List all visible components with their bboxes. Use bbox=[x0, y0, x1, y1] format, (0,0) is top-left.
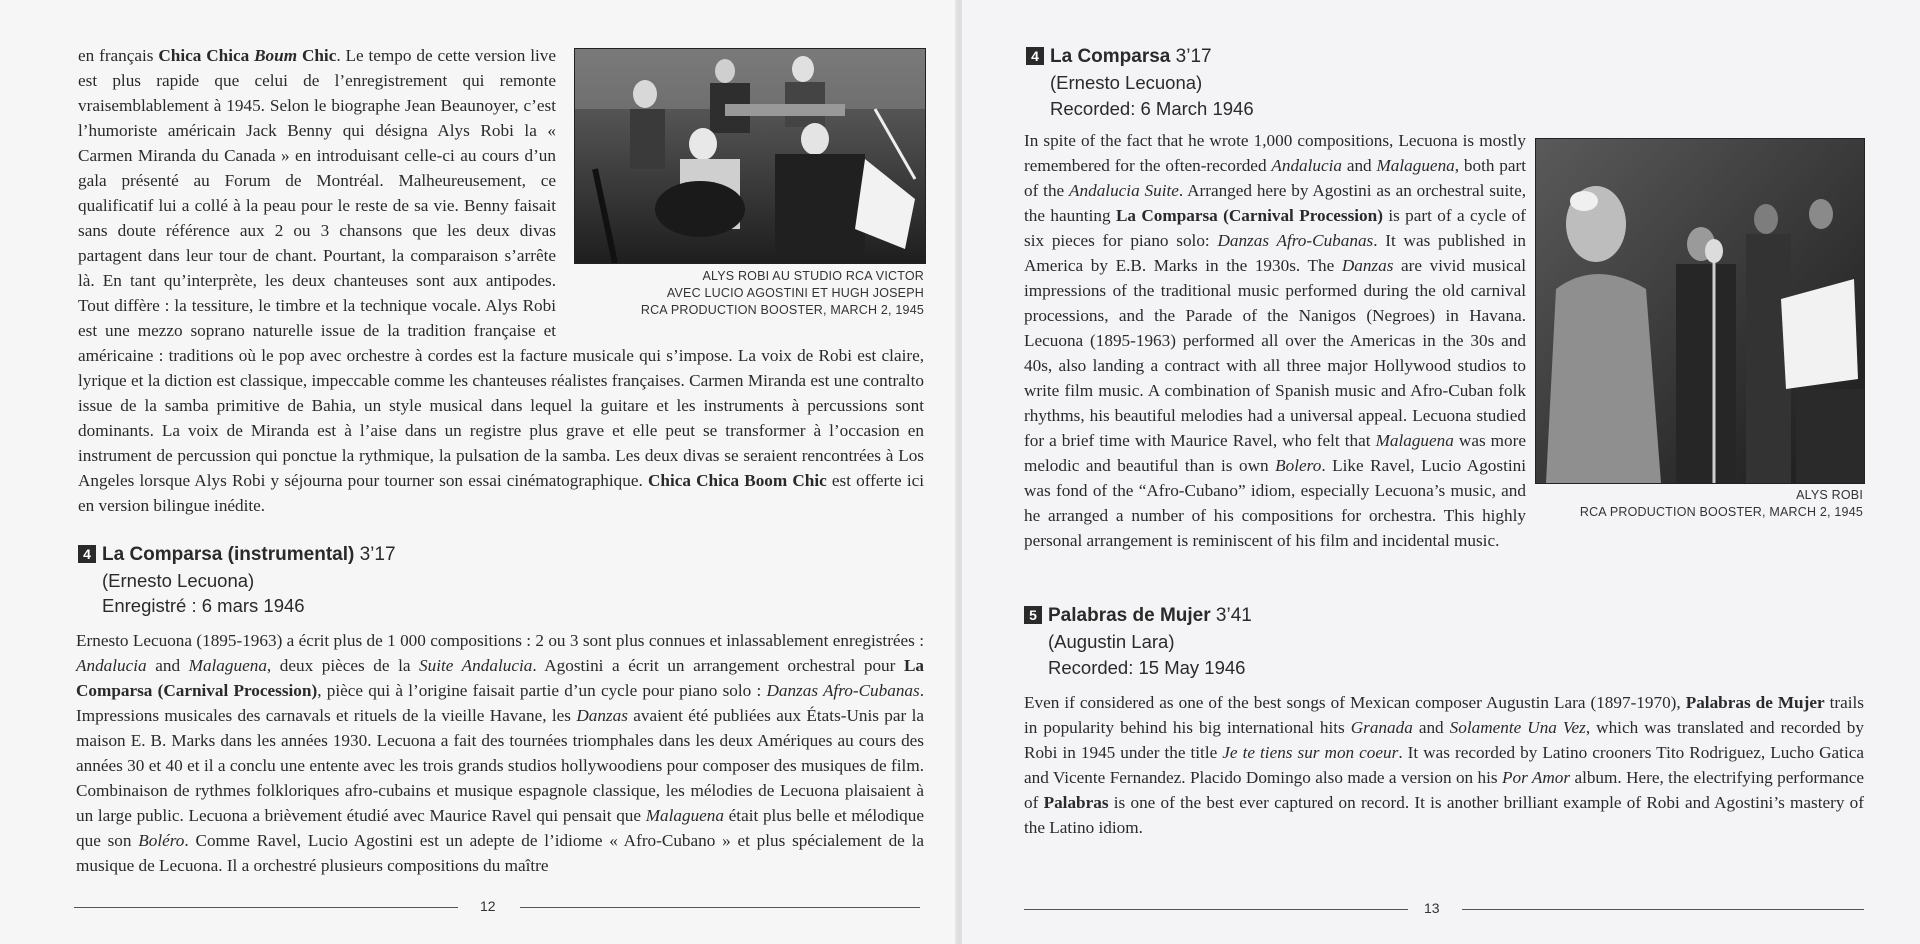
page-number: 13 bbox=[1424, 900, 1440, 916]
text-run: Chic bbox=[297, 46, 337, 65]
text-run: Malaguena bbox=[645, 806, 724, 825]
text-run: en français bbox=[78, 46, 159, 65]
text-run: Suite Andalucia bbox=[419, 656, 533, 675]
text-run: , pièce qui à l’origine faisait partie d’un cycle pour piano solo : bbox=[317, 681, 767, 700]
text-run: Por Amor bbox=[1501, 768, 1571, 787]
alys-robi-photo-image bbox=[1536, 139, 1864, 483]
caption-line: RCA PRODUCTION BOOSTER, MARCH 2, 1945 bbox=[1579, 505, 1863, 519]
text-run: Danzas bbox=[576, 706, 628, 725]
text-run: Danzas Afro-Cubanas bbox=[1217, 231, 1374, 250]
text-run: . It was recorded by Latino crooners Tito Rodriguez, Lucho Gatica and Vicente Fernandez. Placido Domingo also made a version on his bbox=[1024, 743, 1864, 787]
track-4-heading bbox=[78, 542, 396, 568]
text-run: Danzas bbox=[1341, 256, 1394, 275]
page-number: 12 bbox=[480, 898, 496, 914]
track-number-badge: 5 bbox=[1024, 606, 1042, 624]
text-run: Boléro bbox=[138, 831, 185, 850]
track-composer: (Ernesto Lecuona) bbox=[102, 570, 255, 591]
text-run: . Agostini a écrit un arrangement orchestral pour bbox=[532, 656, 904, 675]
track-title: La Comparsa (instrumental) bbox=[102, 544, 355, 565]
text-run: are vivid musical impressions of the traditional music performed during the old carnival processions, and the Parade of the Nanigos (Negroes) in Havana. Lecuona (1895-1963) performed all over the Americas in the 30s and 40s, also landing a contract with all three major Hollywood studios to write film music. A combination of Spanish music and Afro-Cuban folk rhythms, his beautiful melodies had a universal appeal. Lecuona studied for a brief time with Maurice Ravel, who felt that bbox=[1024, 256, 1526, 450]
left-page bbox=[0, 0, 958, 944]
text-run: est offerte ici en version bilingue inédite. bbox=[78, 471, 925, 515]
footer-rule bbox=[1024, 909, 1408, 910]
track-title: Palabras de Mujer bbox=[1048, 605, 1211, 626]
caption-line: RCA PRODUCTION BOOSTER, MARCH 2, 1945 bbox=[640, 303, 924, 317]
track-recorded-date: Enregistré : 6 mars 1946 bbox=[102, 595, 305, 616]
text-run: Andalucia bbox=[76, 656, 147, 675]
caption-line: AVEC LUCIO AGOSTINI ET HUGH JOSEPH bbox=[666, 286, 924, 300]
track-number-badge: 4 bbox=[78, 545, 96, 563]
text-run: was more melodic and beautiful than is own bbox=[1024, 431, 1526, 475]
text-run: Malaguena bbox=[188, 656, 267, 675]
text-run: Je te tiens sur mon coeur bbox=[1222, 743, 1399, 762]
text-run: Bolero bbox=[1275, 456, 1322, 475]
caption-line: ALYS ROBI AU STUDIO RCA VICTOR bbox=[702, 269, 924, 283]
text-run: Chica Chica Boom Chic bbox=[647, 471, 827, 490]
text-run: , which was translated and recorded by Robi in 1945 under the title bbox=[1024, 718, 1864, 762]
text-run: and bbox=[146, 656, 189, 675]
track-5-heading bbox=[1024, 603, 1252, 629]
right-page bbox=[962, 0, 1920, 944]
text-run: Solamente Una Vez bbox=[1449, 718, 1586, 737]
text-run: and bbox=[1342, 156, 1377, 175]
text-run: La Comparsa (Carnival Procession) bbox=[76, 656, 925, 700]
text-run: Danzas Afro-Cubanas bbox=[766, 681, 920, 700]
text-run: Palabras de Mujer bbox=[1685, 693, 1825, 712]
text-run: Even if considered as one of the best songs of Mexican composer Augustin Lara (1897-1970), bbox=[1024, 693, 1686, 712]
text-run: In spite of the fact that he wrote 1,000 compositions, Lecuona is mostly remembered for the often-recorded bbox=[1024, 131, 1526, 175]
text-run: Granada bbox=[1350, 718, 1413, 737]
text-run: . Like Ravel, Lucio Agostini was fond of the “Afro-Cubano” idiom, especially Lecuona’s music, and he arranged a number of his compositions for orchestra. This highly personal arrangement is reminiscent of his film and incidental music. bbox=[1024, 456, 1526, 550]
text-run: is part of a cycle of six pieces for piano solo: bbox=[1024, 206, 1526, 250]
text-run: Ernesto Lecuona (1895-1963) a écrit plus de 1 000 compositions : 2 ou 3 sont plus connues et inlassablement enregistrées : bbox=[76, 631, 924, 650]
article-paragraph bbox=[76, 628, 924, 878]
track-recorded-date: Recorded: 6 March 1946 bbox=[1050, 98, 1254, 119]
text-run: Chica Chica bbox=[158, 46, 255, 65]
text-run: Palabras bbox=[1043, 793, 1109, 812]
article-paragraph bbox=[1024, 128, 1526, 553]
track-composer: (Ernesto Lecuona) bbox=[1050, 72, 1203, 93]
track-title: La Comparsa bbox=[1050, 46, 1171, 67]
text-run: Malaguena bbox=[1375, 431, 1454, 450]
text-run: . Le tempo de cette version live est plus rapide que celui de l’enregistrement qui remonte vraisemblablement à 1945. Selon le biographe Jean Beaunoyer, c’est l’humoriste américain Jack Benny qui désigna Alys Robi la « Carmen Miranda du Canada » en introduisant celle-ci au cours d’un gala présenté au Forum de Montréal. Malheureusement, ce qualificatif lui a collé à la peau pour le reste de sa vie. Benny faisait sans doute référence aux 2 ou 3 chansons que les deux divas partagent dans leur tour de chant. Pourtant, la comparaison s’arrête là. En tant qu’interprète, les deux chanteuses sont aux antipodes. Tout diffère : la tessiture, le timbre et la technique vocale. Alys Robi est une mezzo soprano naturelle issue de la tradition française et américaine : traditions où le pop avec orchestre à cordes est la facture musicale qui s’impose. La voix de Robi est claire, lyrique et la diction est classique, impeccable comme les chanteuses réalistes françaises. Carmen Miranda est une contralto issue de la samba primitive de Bahia, un style musical dans lequel la guitare et les instruments à percussions sont dominants. La voix de Miranda est à l’aise dans un registre plus grave et elle peut se transformer à l’occasion en instrument de percussion qui ponctue la rythmique, la pulsation de la samba. Les deux divas se seraient rencontrées à Los Angeles lorsque Alys Robi y séjourna pour tourner son essai cinématographique. bbox=[78, 46, 924, 490]
track-4-heading bbox=[1026, 44, 1212, 70]
text-run: La Comparsa (Carnival Procession) bbox=[1115, 206, 1383, 225]
text-run: , deux pièces de la bbox=[266, 656, 420, 675]
track-number-badge: 4 bbox=[1026, 47, 1044, 65]
article-paragraph bbox=[78, 43, 924, 518]
text-run: Andalucia bbox=[1271, 156, 1343, 175]
text-run: . Impressions musicales des carnavals et rituels de la vieille Havane, les bbox=[76, 681, 924, 725]
text-run: Andalucia Suite bbox=[1069, 181, 1179, 200]
text-run: and bbox=[1412, 718, 1450, 737]
track-recorded-date: Recorded: 15 May 1946 bbox=[1048, 657, 1246, 678]
caption-line: ALYS ROBI bbox=[1796, 488, 1863, 502]
alys-robi-photo bbox=[1535, 138, 1865, 484]
text-run: is one of the best ever captured on record. It is another brilliant example of Robi and Agostini’s mastery of the Latino idiom. bbox=[1024, 793, 1864, 837]
text-run: , both part of the bbox=[1024, 156, 1526, 200]
footer-rule bbox=[520, 907, 920, 908]
text-run: Boum bbox=[254, 46, 298, 65]
footer-rule bbox=[1462, 909, 1864, 910]
text-run: . Arranged here by Agostini as an orchestral suite, the haunting bbox=[1024, 181, 1526, 225]
text-run: . It was published in America by E.B. Marks in the 1930s. The bbox=[1024, 231, 1526, 275]
text-run: . Comme Ravel, Lucio Agostini est un adepte de l’idiome « Afro-Cubano » et plus spécialement de la musique de Lecuona. Il a orchestré plusieurs compositions du maître bbox=[76, 831, 924, 875]
text-run: trails in popularity behind his big international hits bbox=[1024, 693, 1864, 737]
track-composer: (Augustin Lara) bbox=[1048, 631, 1175, 652]
text-run: Malaguena bbox=[1376, 156, 1455, 175]
alys-robi-photo-caption bbox=[1482, 487, 1863, 521]
text-run: avaient été publiées aux États-Unis par la maison E. B. Marks dans les années 1930. Lecuona a fait des tournées triomphales dans les deux Amériques au cours des années 30 et 40 et il a conclu une entente avec les trois grands studios hollywoodiens pour composer des musiques de film. Combinaison de rythmes folkloriques afro-cubains et musique espagnole classique, les mélodies de Lecuona plaisaient à un large public. Lecuona a brièvement étudié avec Maurice Ravel qui pensait que bbox=[76, 706, 924, 825]
article-paragraph bbox=[1024, 690, 1864, 840]
text-run: album. Here, the electrifying performance of bbox=[1024, 768, 1865, 812]
track-duration: 3’17 bbox=[354, 544, 396, 565]
text-run: était plus belle et mélodique que son bbox=[76, 806, 924, 850]
footer-rule bbox=[74, 907, 458, 908]
track-duration: 3’41 bbox=[1210, 605, 1252, 626]
track-duration: 3’17 bbox=[1170, 46, 1212, 67]
